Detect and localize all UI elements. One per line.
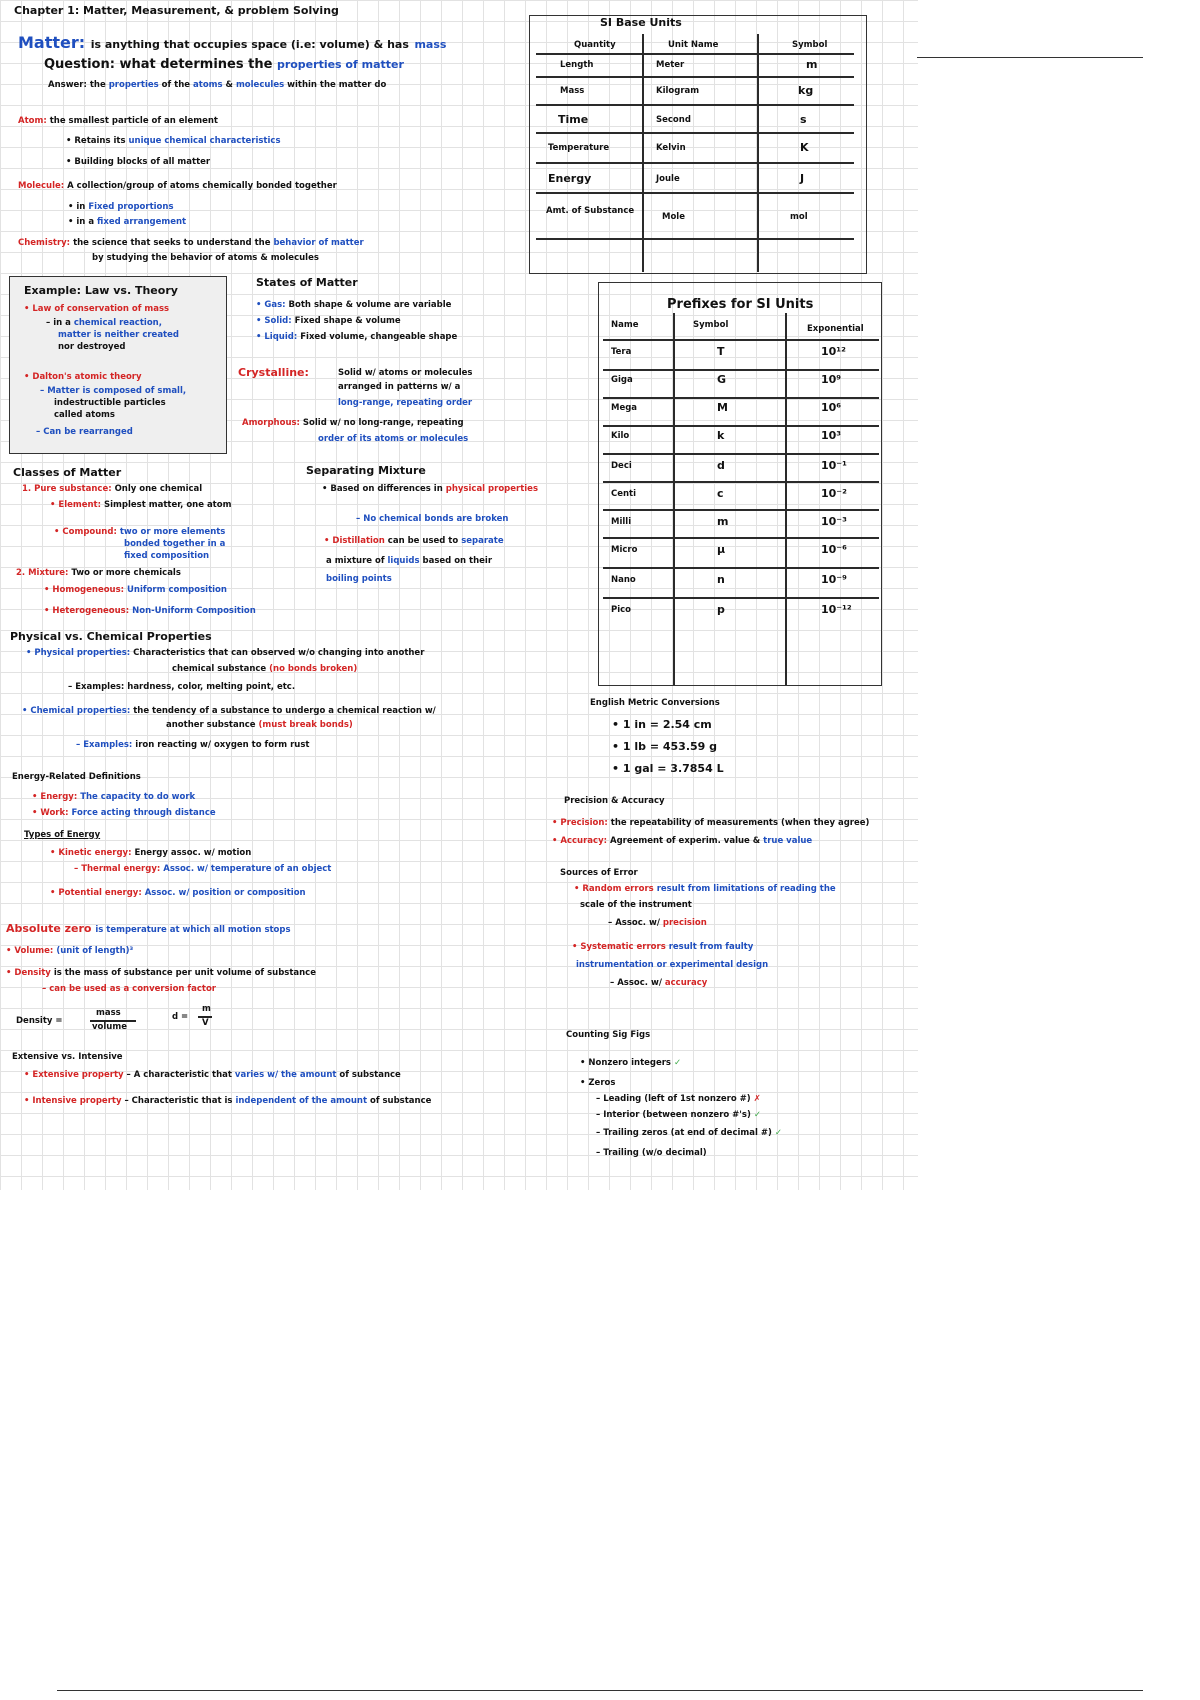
phys-chem-title: Physical vs. Chemical Properties [10,630,212,643]
prefix-exponent: 10⁻¹² [821,603,852,616]
prefix-row-divider [603,397,879,399]
law-theory-box [9,276,227,454]
prefix-exponent: 10³ [821,429,842,442]
page-title: Chapter 1: Matter, Measurement, & problem Solving [14,4,339,17]
si-row-mass-quantity: Mass [560,86,585,96]
molecule-bullet-2: • in a fixed arrangement [68,217,187,227]
prefix-exponent: 10⁶ [821,401,842,414]
classes-title: Classes of Matter [13,466,122,479]
si-units-table [529,15,867,274]
prefix-symbol: d [717,459,725,472]
si-row-substance-quantity: Amt. of Substance [546,206,635,216]
conversion-pound: • 1 lb = 453.59 g [612,740,718,753]
prefix-symbol: k [717,429,725,442]
amorphous-line-2: order of its atoms or molecules [318,434,469,444]
footer-rule [57,1690,1143,1691]
separating-bullet-2: • Distillation can be used to separate [324,536,504,546]
precision-title: Precision & Accuracy [564,796,665,806]
chemical-examples: – Examples: iron reacting w/ oxygen to form rust [76,740,310,750]
density-d: d = [172,1012,189,1022]
si-header-unit: Unit Name [668,40,719,50]
sigfig-leading: – Leading (left of 1st nonzero #) ✗ [596,1094,761,1104]
law-detail-1: – in a chemical reaction, [46,318,162,328]
prefix-name: Micro [611,545,638,555]
prefix-name: Giga [611,375,633,385]
state-liquid: • Liquid: Fixed volume, changeable shape [256,332,458,342]
si-row-energy-quantity: Energy [548,172,592,185]
prefix-row-divider [603,425,879,427]
chemical-properties: • Chemical properties: the tendency of a substance to undergo a chemical reaction w/ [22,706,436,716]
prefix-symbol: μ [717,543,726,556]
law-detail-3: nor destroyed [58,342,126,352]
conversion-gallon: • 1 gal = 3.7854 L [612,762,724,775]
matter-definition: Matter: is anything that occupies space (i.e: volume) & has mass [18,33,447,52]
systematic-errors: • Systematic errors result from faulty [572,942,754,952]
systematic-errors-assoc: – Assoc. w/ accuracy [610,978,708,988]
element-def: • Element: Simplest matter, one atom [50,500,232,510]
errors-title: Sources of Error [560,868,638,878]
law-detail-2: matter is neither created [58,330,179,340]
si-row-energy-symbol: J [800,172,805,185]
theory-detail-3: called atoms [54,410,115,420]
density-def: • Density is the mass of substance per unit volume of substance [6,968,316,978]
si-row-energy-unit: Joule [656,174,680,184]
prefix-symbol: G [717,373,727,386]
prefix-name: Kilo [611,431,630,441]
pure-substance: 1. Pure substance: Only one chemical [22,484,203,494]
si-row-temp-symbol: K [800,141,809,154]
sigfig-nonzero: • Nonzero integers ✓ [580,1058,682,1068]
density-numerator: mass [96,1008,121,1018]
crystalline-line-1: Solid w/ atoms or molecules [338,368,473,378]
si-row-time-quantity: Time [558,113,589,126]
crystalline-line-3: long-range, repeating order [338,398,473,408]
molecule-bullet-1: • in Fixed proportions [68,202,174,212]
sigfig-zeros: • Zeros [580,1078,616,1088]
prefix-row-divider [603,509,879,511]
si-row-substance-symbol: mol [790,212,808,222]
systematic-errors-line-2: instrumentation or experimental design [576,960,769,970]
prefix-row-divider [603,453,879,455]
prefixes-table [598,282,882,686]
heterogeneous-def: • Heterogeneous: Non-Uniform Composition [44,606,256,616]
theory-detail-2: indestructible particles [54,398,166,408]
compound-line-3: fixed composition [124,551,210,561]
work-def: • Work: Force acting through distance [32,808,216,818]
chemistry-definition: Chemistry: the science that seeks to understand the behavior of matter [18,238,364,248]
prefix-row-divider [603,567,879,569]
si-header-quantity: Quantity [574,40,616,50]
prefix-row-divider [603,369,879,371]
state-solid: • Solid: Fixed shape & volume [256,316,401,326]
prefix-header-exp: Exponential [807,324,864,334]
volume-def: • Volume: (unit of length)³ [6,946,134,956]
si-units-title: SI Base Units [600,16,682,29]
prefix-exponent: 10⁻³ [821,515,847,528]
si-row-temp-unit: Kelvin [656,143,686,153]
si-header-symbol: Symbol [792,40,828,50]
density-denominator: volume [92,1022,127,1032]
density-sub: – can be used as a conversion factor [42,984,216,994]
ext-int-title: Extensive vs. Intensive [12,1052,123,1062]
random-errors-line-2: scale of the instrument [580,900,692,910]
si-row-mass-unit: Kilogram [656,86,700,96]
header-rule [917,57,1143,58]
separating-bullet-2-line-3: boiling points [326,574,392,584]
prefix-symbol: p [717,603,725,616]
si-row-substance-unit: Mole [662,212,685,222]
states-title: States of Matter [256,276,358,289]
state-gas: • Gas: Both shape & volume are variable [256,300,452,310]
conversion-inch: • 1 in = 2.54 cm [612,718,712,731]
prefix-exponent: 10⁻² [821,487,847,500]
prefix-name: Pico [611,605,632,615]
separating-bullet-1: • Based on differences in physical properties [322,484,539,494]
physical-properties-line-2: chemical substance (no bonds broken) [172,664,358,674]
amorphous-def: Amorphous: Solid w/ no long-range, repeating [242,418,464,428]
potential-energy: • Potential energy: Assoc. w/ position or composition [50,888,306,898]
conversions-title: English Metric Conversions [590,698,720,708]
si-row-time-unit: Second [656,115,691,125]
random-errors: • Random errors result from limitations of reading the [574,884,836,894]
theory-detail-1: – Matter is composed of small, [40,386,187,396]
energy-title: Energy-Related Definitions [12,772,141,782]
separating-bullet-2-line-2: a mixture of liquids based on their [326,556,493,566]
kinetic-energy: • Kinetic energy: Energy assoc. w/ motion [50,848,252,858]
extensive-def: • Extensive property – A characteristic that varies w/ the amount of substance [24,1070,401,1080]
prefix-symbol: T [717,345,725,358]
prefix-name: Nano [611,575,636,585]
atom-bullet-2: • Building blocks of all matter [66,157,211,167]
law-heading: • Law of conservation of mass [24,304,170,314]
separating-bullet-1-detail: – No chemical bonds are broken [356,514,509,524]
sigfigs-title: Counting Sig Figs [566,1030,651,1040]
prefix-header-name: Name [611,320,639,330]
compound-line-2: bonded together in a [124,539,226,549]
crystalline-line-2: arranged in patterns w/ a [338,382,461,392]
prefix-symbol: M [717,401,728,414]
sigfig-trailing: – Trailing (w/o decimal) [596,1148,707,1158]
prefix-exponent: 10⁹ [821,373,842,386]
mixture-def: 2. Mixture: Two or more chemicals [16,568,181,578]
prefix-symbol: m [717,515,729,528]
absolute-zero: Absolute zero is temperature at which all motion stops [6,922,291,935]
prefix-exponent: 10¹² [821,345,846,358]
density-m: m [202,1004,211,1014]
energy-def: • Energy: The capacity to do work [32,792,196,802]
theory-heading: • Dalton's atomic theory [24,372,142,382]
sigfig-interior: – Interior (between nonzero #'s) ✓ [596,1110,761,1120]
density-v: V [202,1018,209,1028]
physical-properties: • Physical properties: Characteristics that can observed w/o changing into another [26,648,425,658]
answer-line: Answer: the properties of the atoms & molecules within the matter do [48,80,387,90]
prefix-exponent: 10⁻⁶ [821,543,847,556]
separating-title: Separating Mixture [306,464,426,477]
prefix-name: Mega [611,403,638,413]
theory-detail-4: – Can be rearranged [36,427,133,437]
question-line: Question: what determines the properties of matter [44,57,404,72]
si-row-length-unit: Meter [656,60,685,70]
si-row-mass-symbol: kg [798,84,814,97]
law-theory-title: Example: Law vs. Theory [24,284,178,297]
thermal-energy: – Thermal energy: Assoc. w/ temperature of an object [74,864,332,874]
chemistry-line-2: by studying the behavior of atoms & molecules [92,253,319,263]
prefix-row-divider [603,537,879,539]
si-row-time-symbol: s [800,113,807,126]
physical-examples: – Examples: hardness, color, melting point, etc. [68,682,296,692]
si-row-length-symbol: m [806,58,818,71]
energy-types-title: Types of Energy [24,830,101,840]
prefix-row-divider [603,597,879,599]
prefix-header-symbol: Symbol [693,320,729,330]
random-errors-assoc: – Assoc. w/ precision [608,918,707,928]
atom-bullet-1: • Retains its unique chemical characteristics [66,136,281,146]
homogeneous-def: • Homogeneous: Uniform composition [44,585,227,595]
precision-def: • Precision: the repeatability of measurements (when they agree) [552,818,870,828]
molecule-definition: Molecule: A collection/group of atoms chemically bonded together [18,181,337,191]
si-row-temp-quantity: Temperature [548,143,610,153]
prefixes-title: Prefixes for SI Units [667,297,814,312]
prefix-symbol: c [717,487,724,500]
crystalline-term: Crystalline: [238,366,309,379]
density-formula-label: Density = [16,1016,63,1026]
atom-definition: Atom: the smallest particle of an element [18,116,218,126]
sigfig-trailing-decimal: – Trailing zeros (at end of decimal #) ✓ [596,1128,782,1138]
compound-def: • Compound: two or more elements [54,527,226,537]
prefix-exponent: 10⁻⁹ [821,573,847,586]
si-row-length-quantity: Length [560,60,594,70]
prefix-name: Centi [611,489,637,499]
prefix-name: Tera [611,347,632,357]
prefix-symbol: n [717,573,725,586]
prefix-exponent: 10⁻¹ [821,459,847,472]
accuracy-def: • Accuracy: Agreement of experim. value & true value [552,836,813,846]
prefix-name: Milli [611,517,632,527]
prefix-name: Deci [611,461,632,471]
chemical-properties-line-2: another substance (must break bonds) [166,720,353,730]
intensive-def: • Intensive property – Characteristic that is independent of the amount of substance [24,1096,432,1106]
prefix-row-divider [603,481,879,483]
